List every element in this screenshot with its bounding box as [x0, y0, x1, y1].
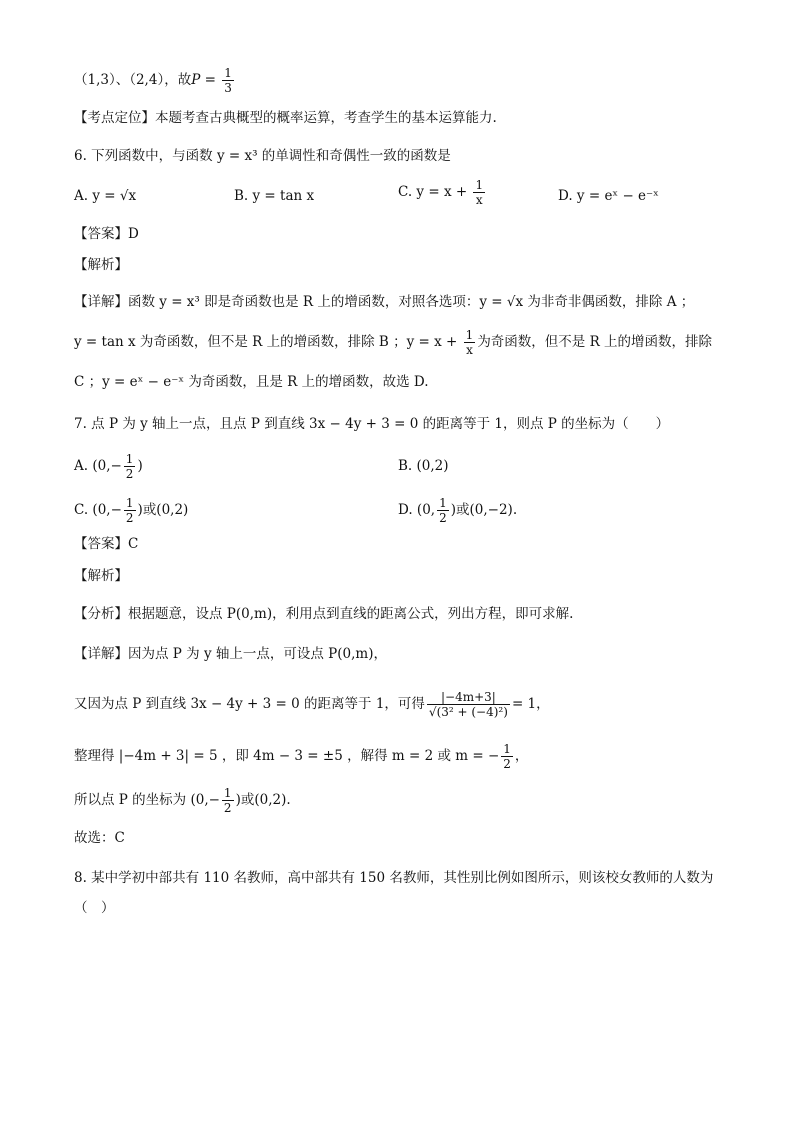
- q7-answer: 【答案】C: [74, 536, 139, 552]
- q7-jiexi-tag: 【解析】: [74, 568, 128, 584]
- q6-option-a: A. y = √x: [74, 188, 137, 204]
- q7-detail-1: 【详解】因为点 P 为 y 轴上一点，可设点 P(0,m)，: [74, 646, 387, 662]
- kaodian-line: 【考点定位】本题考查古典概型的概率运算，考查学生的基本运算能力.: [74, 110, 497, 126]
- q6-detail-1: 【详解】函数 y = x³ 即是奇函数也是 R 上的增函数，对照各选项：y = √x 为非奇非偶函数，排除 A ；: [74, 294, 695, 310]
- q6-option-b: B. y = tan x: [234, 188, 315, 204]
- q7-conclusion: 故选：C: [74, 830, 125, 846]
- q6-option-d: D. y = eˣ − e⁻ˣ: [558, 188, 659, 204]
- q6-answer: 【答案】D: [74, 226, 139, 242]
- q7-option-d: D. (0, $\frac{1}{2}$ )或(0,−2).: [398, 496, 518, 525]
- q7-detail-2: 又因为点 P 到直线 3x − 4y + 3 = 0 的距离等于 1，可得 $\frac{|-4m+3|}{\text{√(3² + (−4)²)}}$ = 1，: [74, 690, 550, 719]
- q7-detail-4: 所以点 P 的坐标为 (0,− $\frac{1}{2}$ )或(0,2).: [74, 786, 291, 815]
- q7-stem: 7. 点 P 为 y 轴上一点，且点 P 到直线 3x − 4y + 3 = 0 的距离等于 1，则点 P 的坐标为（ ）: [74, 416, 670, 432]
- q7-option-a: A. (0,− $\frac{1}{2}$ ): [74, 452, 143, 481]
- q7-detail-3: 整理得 |−4m + 3| = 5 ，即 4m − 3 = ±5 ，解得 m = 2 或 m = − $\frac{1}{2}$ ，: [74, 742, 529, 771]
- q7-option-b: B. (0,2): [398, 458, 449, 474]
- q6-detail-3: C ；y = eˣ − e⁻ˣ 为奇函数，且是 R 上的增函数，故选 D.: [74, 374, 429, 390]
- kaodian-tag: 【考点定位】: [74, 110, 155, 126]
- q6-stem: 6. 下列函数中，与函数 y = x³ 的单调性和奇偶性一致的函数是: [74, 148, 451, 164]
- line-prev-answer: （1,3）、（2,4），故P = $\frac{1}{3}$: [74, 66, 232, 95]
- q7-option-c: C. (0,− $\frac{1}{2}$ )或(0,2): [74, 496, 189, 525]
- q6-detail-2: y = tan x 为奇函数，但不是 R 上的增函数，排除 B ；y = x + $\frac{1}{x}$ 为奇函数，但不是 R 上的增函数，排除: [74, 328, 713, 357]
- fraction-one-third: $\frac{1}{3}$: [224, 66, 232, 95]
- distance-fraction: $\frac{|-4m+3|}{\text{√(3² + (−4)²)}}$: [428, 690, 508, 719]
- q8-bracket: （ ）: [74, 900, 115, 916]
- q6-option-c: C. y = x + $\frac{1}{x}$: [398, 178, 484, 207]
- q7-fenxi: 【分析】根据题意，设点 P(0,m)，利用点到直线的距离公式，列出方程，即可求解.: [74, 606, 574, 622]
- q6-jiexi-tag: 【解析】: [74, 257, 128, 273]
- q8-stem: 8. 某中学初中部共有 110 名教师，高中部共有 150 名教师，其性别比例如图所示，则该校女教师的人数为: [74, 870, 714, 886]
